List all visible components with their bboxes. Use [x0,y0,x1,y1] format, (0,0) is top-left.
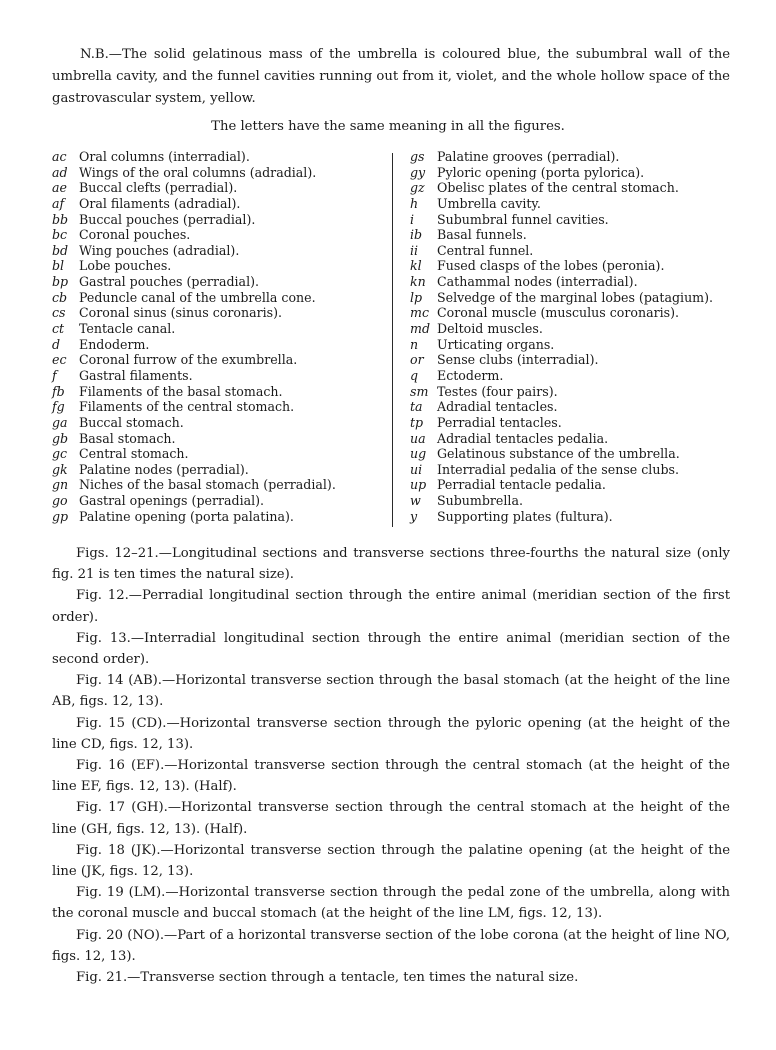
legend-description: Gastral openings (perradial). [79,493,265,509]
legend-abbreviation: n [410,336,419,352]
legend-description: Ectoderm. [437,367,504,383]
legend-entry [52,165,382,181]
legend-abbreviation: cb [52,289,68,305]
legend-entry [52,477,382,493]
legend-entry [52,415,382,431]
legend-entry [52,274,382,290]
legend-description: Coronal sinus (sinus coronaris). [79,305,283,321]
legend-entry [410,180,740,196]
legend-entry [52,243,382,259]
legend-abbreviation: tp [410,414,424,430]
figure-caption [52,543,730,585]
figure-caption [52,755,730,797]
legend-entry [410,321,740,337]
figure-caption [52,670,730,712]
legend-abbreviation: kn [410,274,426,290]
legend-description: Filaments of the basal stomach. [79,383,283,399]
legend-abbreviation: go [52,493,68,509]
legend-abbreviation: gc [52,446,68,462]
figure-caption [52,882,730,924]
legend-entry [410,212,740,228]
legend-description: Palatine opening (porta palatina). [79,508,294,524]
figure-caption [52,585,730,627]
legend-abbreviation: y [410,508,418,524]
legend-description: Adradial tentacles pedalia. [437,430,609,446]
letters-heading: The letters have the same meaning in all the figures. [211,119,565,134]
legend-entry [410,165,740,181]
legend-description: Coronal furrow of the exumbrella. [79,352,298,368]
figure-description: —Interradial longitudinal section through the entire animal (meridian section of the second order). [52,630,731,668]
legend-abbreviation: or [410,352,424,368]
legend-abbreviation: kl [410,258,422,274]
legend-description: Adradial tentacles. [437,399,558,415]
legend-abbreviation: w [410,493,421,509]
figure-description: —Longitudinal sections and transverse sections three-fourths the natural size (only fig. 21 is ten times the natural size). [52,546,731,583]
legend-entry [410,196,740,212]
figure-label: Fig. 15 (CD). [76,715,167,731]
figure-label: Fig. 14 (AB). [76,673,162,689]
legend-abbreviation: ga [52,414,68,430]
legend-description: Central stomach. [79,446,189,462]
legend-description: Cathammal nodes (interradial). [437,274,638,290]
figure-description: —Horizontal transverse section through the central stomach (at the height of the line EF, figs. 12, 13). (Half). [52,758,730,795]
legend-description: Pyloric opening (porta pylorica). [437,164,645,180]
figure-caption [52,797,730,839]
figure-description: —Horizontal transverse section through the pyloric opening (at the height of the line CD, figs. 12, 13). [52,715,730,752]
legend-abbreviation: up [410,477,427,493]
legend-description: Urticating organs. [437,336,555,352]
legend-description: Interradial pedalia of the sense clubs. [437,461,679,477]
legend-description: Buccal pouches (perradial). [79,211,256,227]
legend-entry [52,399,382,415]
legend-entry [52,509,382,525]
legend-left-column [52,149,382,524]
legend-entry [52,305,382,321]
legend-description: Coronal muscle (musculus coronaris). [437,305,680,321]
legend-entry [410,477,740,493]
legend-entry [410,149,740,165]
legend-entry [410,446,740,462]
legend-abbreviation: bd [52,242,69,258]
legend-abbreviation: ui [410,461,423,477]
legend-entry [52,321,382,337]
legend-entry [410,509,740,525]
legend-abbreviation: f [52,367,57,383]
legend-abbreviation: fb [52,383,65,399]
legend-entry [52,352,382,368]
legend-description: Subumbrella. [437,493,523,509]
legend-description: Gastral filaments. [79,367,193,383]
legend-description: Palatine nodes (perradial). [79,461,249,477]
legend-description: Oral filaments (adradial). [79,195,241,211]
legend-entry [410,290,740,306]
figure-captions [52,543,730,988]
figure-description: —Perradial longitudinal section through the entire animal (meridian section of the first order). [52,588,730,625]
legend-description: Coronal pouches. [79,227,191,243]
legend-abbreviation: bp [52,274,69,290]
legend-entry [410,352,740,368]
legend-description: Wings of the oral columns (adradial). [79,164,317,180]
column-divider [392,153,393,527]
legend-abbreviation: q [410,367,419,383]
figure-description: —Horizontal transverse section through the basal stomach (at the height of the line AB, figs. 12, 13). [52,673,730,710]
legend-abbreviation: fg [52,399,65,415]
legend-description: Gastral pouches (perradial). [79,274,260,290]
legend-entry [52,227,382,243]
legend-entry [52,149,382,165]
legend-abbreviation: ae [52,180,67,196]
legend-abbreviation: ii [410,242,419,258]
legend-description: Wing pouches (adradial). [79,242,240,258]
legend-description: Buccal stomach. [79,414,184,430]
legend-entry [410,493,740,509]
legend-abbreviation: gz [410,180,425,196]
legend-description: Endoderm. [79,336,150,352]
legend-entry [52,384,382,400]
legend-entry [410,305,740,321]
figure-description: —Horizontal transverse section through the central stomach at the height of the line (GH, figs. 12, 13). (Half). [52,800,730,837]
figure-label: Fig. 17 (GH). [76,800,168,816]
figure-description: —Horizontal transverse section through the palatine opening (at the height of the line (JK, figs. 12, 13). [52,842,730,880]
legend-entry [52,446,382,462]
legend-entry [52,462,382,478]
figure-description: —Horizontal transverse section through the pedal zone of the umbrella, along with the coronal muscle and buccal stomach (at the height of the line LM, figs. 12, 13). [52,885,730,922]
legend-entry [52,493,382,509]
legend-description: Selvedge of the marginal lobes (patagium). [437,289,714,305]
legend-entry [410,399,740,415]
legend-description: Sense clubs (interradial). [437,352,599,368]
legend-entry [52,196,382,212]
figure-caption [52,713,730,755]
legend-right-column [410,149,740,524]
legend-entry [410,384,740,400]
legend-description: Peduncle canal of the umbrella cone. [79,289,316,305]
legend-abbreviation: ib [410,227,423,243]
legend-description: Deltoid muscles. [437,321,543,337]
legend-abbreviation: sm [410,383,429,399]
legend-description: Fused clasps of the lobes (peronia). [437,258,665,274]
legend-abbreviation: gp [52,508,69,524]
legend-entry [52,180,382,196]
legend-abbreviation: cs [52,305,66,321]
legend-entry [52,368,382,384]
legend-entry [410,415,740,431]
figure-caption [52,967,730,988]
legend-entry [52,258,382,274]
legend-abbreviation: gs [410,149,425,164]
figure-label: Fig. 16 (EF). [76,758,165,774]
figure-description: —Part of a horizontal transverse section of the lobe corona (at the height of line NO, figs. 12, 13). [52,927,731,964]
legend-abbreviation: bc [52,227,68,243]
legend-entry [410,368,740,384]
legend-entry [410,337,740,353]
legend-entry [52,212,382,228]
legend-abbreviation: ac [52,149,67,164]
legend-abbreviation: ua [410,430,426,446]
figure-label: Fig. 19 (LM). [76,885,166,901]
legend-entry [410,274,740,290]
legend-abbreviation: gk [52,461,68,477]
figure-label: Fig. 20 (NO). [76,927,165,943]
legend-description: Basal funnels. [437,227,527,243]
legend-description: Filaments of the central stomach. [79,399,295,415]
legend-abbreviation: md [410,321,431,337]
legend-description: Umbrella cavity. [437,195,541,211]
legend-description: Niches of the basal stomach (perradial). [79,477,336,493]
legend-description: Perradial tentacle pedalia. [437,477,606,493]
legend-abbreviation: ta [410,399,423,415]
legend-abbreviation: gy [410,164,426,180]
legend-abbreviation: ct [52,321,65,337]
legend-description: Subumbral funnel cavities. [437,211,609,227]
legend-abbreviation: ad [52,164,68,180]
legend-description: Gelatinous substance of the umbrella. [437,446,680,462]
legend-entry [52,290,382,306]
legend-abbreviation: lp [410,289,423,305]
legend-description: Tentacle canal. [79,321,176,337]
legend-entry [52,337,382,353]
figure-label: Fig. 13. [76,630,131,646]
legend-entry [410,227,740,243]
legend-description: Lobe pouches. [79,258,172,274]
legend-description: Testes (four pairs). [437,383,558,399]
legend-description: Basal stomach. [79,430,176,446]
legend-abbreviation: af [52,195,65,211]
legend-abbreviation: bl [52,258,65,274]
legend-description: Central funnel. [437,242,534,258]
legend-abbreviation: d [52,336,61,352]
legend-abbreviation: gn [52,477,69,493]
legend-abbreviation: gb [52,430,69,446]
figure-caption [52,840,730,882]
legend-abbreviation: h [410,195,419,211]
legend-abbreviation: ug [410,446,427,462]
legend-description: Obelisc plates of the central stomach. [437,180,679,196]
legend-entry [410,431,740,447]
legend-description: Buccal clefts (perradial). [79,180,238,196]
note-paragraph: N.B.—The solid gelatinous mass of the umbrella is coloured blue, the subumbral wall of the umbrella cavity, and the funnel cavities running out from it, violet, and the whole hollow space of the gastrovascular system, yellow. [52,47,730,106]
figure-description: —Transverse section through a tentacle, ten times the natural size. [127,970,579,986]
legend-description: Palatine grooves (perradial). [437,149,620,164]
figure-caption [52,628,730,670]
figure-label: Fig. 12. [76,588,129,604]
figure-label: Figs. 12–21. [76,546,159,561]
legend-entry [52,431,382,447]
legend-description: Perradial tentacles. [437,414,562,430]
legend-description: Oral columns (interradial). [79,149,250,164]
legend-abbreviation: ec [52,352,67,368]
legend-abbreviation: i [410,211,415,227]
legend-entry [410,258,740,274]
legend-entry [410,243,740,259]
legend-description: Supporting plates (fultura). [437,508,613,524]
figure-caption [52,925,730,967]
legend-abbreviation: bb [52,211,69,227]
figure-label: Fig. 18 (JK). [76,842,161,858]
figure-label: Fig. 21. [76,970,128,986]
legend-abbreviation: mc [410,305,429,321]
legend-entry [410,462,740,478]
